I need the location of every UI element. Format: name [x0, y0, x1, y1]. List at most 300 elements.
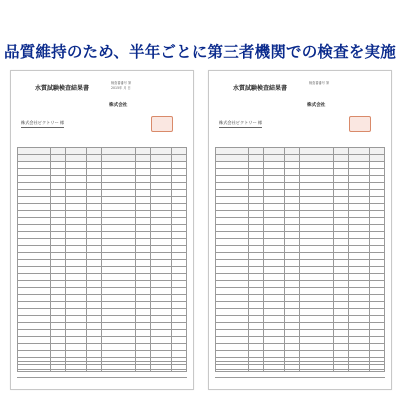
table-row [18, 211, 187, 218]
table-cell [249, 288, 264, 295]
table-cell [102, 274, 135, 281]
table-cell [264, 288, 285, 295]
water-quality-report-right [208, 70, 392, 390]
table-cell [333, 169, 348, 176]
table-cell [333, 260, 348, 267]
table-cell [249, 204, 264, 211]
table-cell [18, 295, 51, 302]
table-cell [87, 225, 102, 232]
table-cell [333, 253, 348, 260]
table-cell [135, 239, 150, 246]
table-cell [333, 183, 348, 190]
table-cell [285, 183, 300, 190]
table-cell [102, 197, 135, 204]
table-cell [333, 176, 348, 183]
table-row [216, 253, 385, 260]
table-cell [102, 337, 135, 344]
table-cell [249, 267, 264, 274]
table-cell [171, 344, 186, 351]
table-row [18, 309, 187, 316]
table-cell [102, 204, 135, 211]
table-row [216, 323, 385, 330]
table-cell [348, 351, 369, 358]
table-cell [369, 323, 384, 330]
table-cell [87, 239, 102, 246]
report-issuer: 株式会社 [307, 103, 326, 108]
table-cell [285, 155, 300, 162]
table-cell [249, 155, 264, 162]
table-cell [66, 162, 87, 169]
table-row [216, 302, 385, 309]
table-cell [369, 239, 384, 246]
table-row [216, 204, 385, 211]
table-cell [51, 246, 66, 253]
table-cell [264, 225, 285, 232]
table-cell [249, 344, 264, 351]
table-cell [171, 204, 186, 211]
table-cell [264, 204, 285, 211]
table-cell [102, 225, 135, 232]
table-cell [171, 267, 186, 274]
table-cell [135, 169, 150, 176]
table-cell [369, 183, 384, 190]
table-cell [66, 267, 87, 274]
table-cell [264, 281, 285, 288]
table-cell [66, 197, 87, 204]
table-cell [51, 232, 66, 239]
results-table [215, 147, 385, 372]
report-title: 水質試験検査結果書 [35, 85, 90, 92]
table-cell [348, 246, 369, 253]
table-cell [333, 267, 348, 274]
table-cell [51, 225, 66, 232]
table-cell [66, 169, 87, 176]
table-cell [171, 211, 186, 218]
table-cell [135, 267, 150, 274]
table-cell [87, 253, 102, 260]
table-cell [348, 330, 369, 337]
table-cell [369, 337, 384, 344]
table-cell [102, 162, 135, 169]
table-cell [264, 344, 285, 351]
table-cell [333, 323, 348, 330]
table-cell [135, 260, 150, 267]
table-row [18, 232, 187, 239]
table-cell [18, 281, 51, 288]
table-cell [51, 274, 66, 281]
table-cell [264, 309, 285, 316]
table-cell [150, 176, 171, 183]
table-cell [150, 302, 171, 309]
table-cell [300, 218, 333, 225]
table-cell [333, 211, 348, 218]
table-cell [300, 267, 333, 274]
table-cell [18, 309, 51, 316]
table-cell [171, 337, 186, 344]
table-cell [249, 330, 264, 337]
table-cell [369, 246, 384, 253]
table-cell [348, 267, 369, 274]
table-row [216, 316, 385, 323]
table-cell [102, 239, 135, 246]
table-cell [348, 323, 369, 330]
table-cell [171, 323, 186, 330]
table-cell [51, 183, 66, 190]
table-cell [102, 316, 135, 323]
table-cell [135, 162, 150, 169]
table-cell [216, 323, 249, 330]
table-cell [264, 260, 285, 267]
table-cell [66, 239, 87, 246]
table-row [216, 162, 385, 169]
table-cell [369, 218, 384, 225]
table-cell [216, 169, 249, 176]
table-cell [66, 176, 87, 183]
table-cell [87, 218, 102, 225]
table-row [18, 323, 187, 330]
table-cell [285, 162, 300, 169]
table-cell [300, 351, 333, 358]
table-cell [87, 302, 102, 309]
table-cell [333, 344, 348, 351]
table-row [18, 281, 187, 288]
table-cell [18, 337, 51, 344]
table-cell [333, 316, 348, 323]
table-cell [249, 295, 264, 302]
table-cell [264, 190, 285, 197]
table-cell [285, 316, 300, 323]
table-cell [102, 155, 135, 162]
report-meta: 検査書番号 第 2015年 月 日 [111, 81, 132, 90]
table-cell [285, 295, 300, 302]
table-cell [150, 337, 171, 344]
table-cell [249, 190, 264, 197]
table-cell [264, 323, 285, 330]
table-cell [135, 211, 150, 218]
table-cell [285, 351, 300, 358]
table-cell [216, 351, 249, 358]
table-cell [135, 225, 150, 232]
table-cell [300, 302, 333, 309]
table-cell [102, 288, 135, 295]
table-row [216, 239, 385, 246]
table-cell [18, 239, 51, 246]
table-row [18, 183, 187, 190]
table-cell [135, 316, 150, 323]
table-cell [66, 323, 87, 330]
table-cell [171, 281, 186, 288]
table-cell [300, 183, 333, 190]
table-cell [171, 295, 186, 302]
table-cell [264, 337, 285, 344]
table-cell [333, 330, 348, 337]
table-cell [102, 183, 135, 190]
table-cell [285, 253, 300, 260]
table-cell [333, 218, 348, 225]
table-cell [369, 281, 384, 288]
table-cell [150, 190, 171, 197]
table-cell [285, 274, 300, 281]
table-row [18, 288, 187, 295]
table-cell [66, 351, 87, 358]
table-cell [87, 162, 102, 169]
table-cell [333, 274, 348, 281]
table-row [216, 211, 385, 218]
table-cell [264, 232, 285, 239]
table-cell [264, 183, 285, 190]
table-cell [66, 302, 87, 309]
table-cell [264, 197, 285, 204]
table-cell [51, 344, 66, 351]
table-cell [102, 344, 135, 351]
table-cell [285, 190, 300, 197]
table-cell [150, 253, 171, 260]
table-cell [51, 211, 66, 218]
table-cell [66, 246, 87, 253]
table-cell [369, 309, 384, 316]
table-row [18, 253, 187, 260]
table-row [18, 225, 187, 232]
table-cell [18, 253, 51, 260]
table-cell [264, 176, 285, 183]
table-cell [369, 274, 384, 281]
table-cell [369, 330, 384, 337]
table-cell [87, 176, 102, 183]
table-cell [150, 204, 171, 211]
table-cell [216, 155, 249, 162]
table-cell [285, 281, 300, 288]
table-cell [18, 218, 51, 225]
water-quality-report-left [10, 70, 194, 390]
table-cell [216, 316, 249, 323]
table-cell [150, 162, 171, 169]
table-cell [348, 344, 369, 351]
table-cell [348, 260, 369, 267]
table-cell [171, 253, 186, 260]
table-cell [171, 274, 186, 281]
table-cell [300, 309, 333, 316]
table-cell [300, 281, 333, 288]
table-cell [300, 253, 333, 260]
table-cell [300, 344, 333, 351]
table-cell [51, 288, 66, 295]
table-cell [66, 218, 87, 225]
table-cell [300, 225, 333, 232]
table-cell [285, 288, 300, 295]
report-meta: 検査書番号 第 [309, 81, 330, 85]
table-cell [348, 197, 369, 204]
report-issuer: 株式会社 [109, 103, 128, 108]
table-row [216, 183, 385, 190]
table-cell [285, 330, 300, 337]
table-cell [264, 211, 285, 218]
table-cell [135, 351, 150, 358]
table-cell [171, 260, 186, 267]
table-cell [300, 274, 333, 281]
table-cell [171, 330, 186, 337]
table-cell [333, 351, 348, 358]
table-cell [249, 253, 264, 260]
table-cell [102, 246, 135, 253]
table-cell [300, 211, 333, 218]
table-cell [150, 239, 171, 246]
table-cell [66, 211, 87, 218]
table-cell [333, 232, 348, 239]
table-cell [333, 155, 348, 162]
table-cell [18, 330, 51, 337]
table-cell [51, 190, 66, 197]
table-cell [66, 232, 87, 239]
table-cell [18, 148, 51, 155]
table-cell [102, 330, 135, 337]
table-cell [171, 183, 186, 190]
table-cell [333, 239, 348, 246]
table-cell [18, 197, 51, 204]
table-cell [66, 309, 87, 316]
table-cell [369, 267, 384, 274]
table-cell [264, 239, 285, 246]
table-cell [264, 351, 285, 358]
table-cell [285, 232, 300, 239]
table-cell [264, 267, 285, 274]
table-cell [150, 295, 171, 302]
results-grid [17, 147, 187, 372]
table-row [216, 218, 385, 225]
table-cell [51, 267, 66, 274]
table-row [18, 246, 187, 253]
table-cell [87, 232, 102, 239]
table-cell [300, 190, 333, 197]
table-cell [249, 246, 264, 253]
table-cell [216, 211, 249, 218]
table-cell [285, 337, 300, 344]
table-cell [87, 148, 102, 155]
table-cell [348, 288, 369, 295]
table-cell [249, 281, 264, 288]
table-row [18, 176, 187, 183]
table-cell [285, 309, 300, 316]
table-cell [369, 148, 384, 155]
table-cell [135, 323, 150, 330]
table-cell [18, 225, 51, 232]
report-title: 水質試験検査結果書 [233, 85, 288, 92]
table-cell [102, 253, 135, 260]
table-row [18, 239, 187, 246]
table-cell [102, 351, 135, 358]
table-cell [348, 295, 369, 302]
table-cell [18, 176, 51, 183]
table-cell [264, 302, 285, 309]
table-cell [150, 288, 171, 295]
table-cell [348, 211, 369, 218]
table-cell [135, 295, 150, 302]
table-cell [102, 218, 135, 225]
table-cell [150, 323, 171, 330]
table-cell [216, 183, 249, 190]
table-cell [150, 225, 171, 232]
table-cell [300, 176, 333, 183]
table-cell [18, 183, 51, 190]
table-row [18, 267, 187, 274]
table-cell [18, 267, 51, 274]
table-cell [150, 309, 171, 316]
table-row [216, 155, 385, 162]
table-cell [285, 323, 300, 330]
table-cell [66, 316, 87, 323]
table-cell [369, 211, 384, 218]
table-row [216, 225, 385, 232]
table-cell [18, 162, 51, 169]
table-cell [135, 183, 150, 190]
table-cell [333, 225, 348, 232]
table-cell [51, 162, 66, 169]
table-cell [285, 344, 300, 351]
table-cell [216, 302, 249, 309]
table-row [216, 260, 385, 267]
table-cell [66, 183, 87, 190]
table-cell [249, 302, 264, 309]
table-cell [249, 239, 264, 246]
table-row [216, 246, 385, 253]
table-cell [150, 169, 171, 176]
table-cell [135, 155, 150, 162]
table-cell [333, 197, 348, 204]
table-cell [285, 197, 300, 204]
table-cell [369, 316, 384, 323]
table-cell [150, 155, 171, 162]
table-cell [102, 232, 135, 239]
table-row [18, 218, 187, 225]
table-cell [216, 330, 249, 337]
table-cell [171, 155, 186, 162]
table-cell [87, 183, 102, 190]
table-cell [66, 253, 87, 260]
table-cell [264, 218, 285, 225]
table-cell [348, 169, 369, 176]
table-cell [135, 197, 150, 204]
table-cell [249, 225, 264, 232]
table-cell [369, 295, 384, 302]
table-cell [348, 225, 369, 232]
table-cell [135, 302, 150, 309]
table-cell [87, 344, 102, 351]
table-cell [171, 169, 186, 176]
table-cell [348, 239, 369, 246]
table-cell [348, 204, 369, 211]
table-cell [369, 344, 384, 351]
table-cell [135, 190, 150, 197]
company-seal [151, 116, 173, 132]
table-cell [102, 148, 135, 155]
table-cell [348, 176, 369, 183]
table-cell [87, 274, 102, 281]
table-cell [51, 309, 66, 316]
table-cell [264, 316, 285, 323]
table-cell [51, 295, 66, 302]
table-cell [348, 148, 369, 155]
table-cell [216, 225, 249, 232]
table-cell [150, 218, 171, 225]
table-cell [18, 204, 51, 211]
table-cell [300, 148, 333, 155]
table-cell [150, 281, 171, 288]
table-row [18, 204, 187, 211]
table-cell [249, 260, 264, 267]
table-cell [51, 169, 66, 176]
table-cell [264, 155, 285, 162]
table-cell [150, 246, 171, 253]
table-cell [216, 295, 249, 302]
